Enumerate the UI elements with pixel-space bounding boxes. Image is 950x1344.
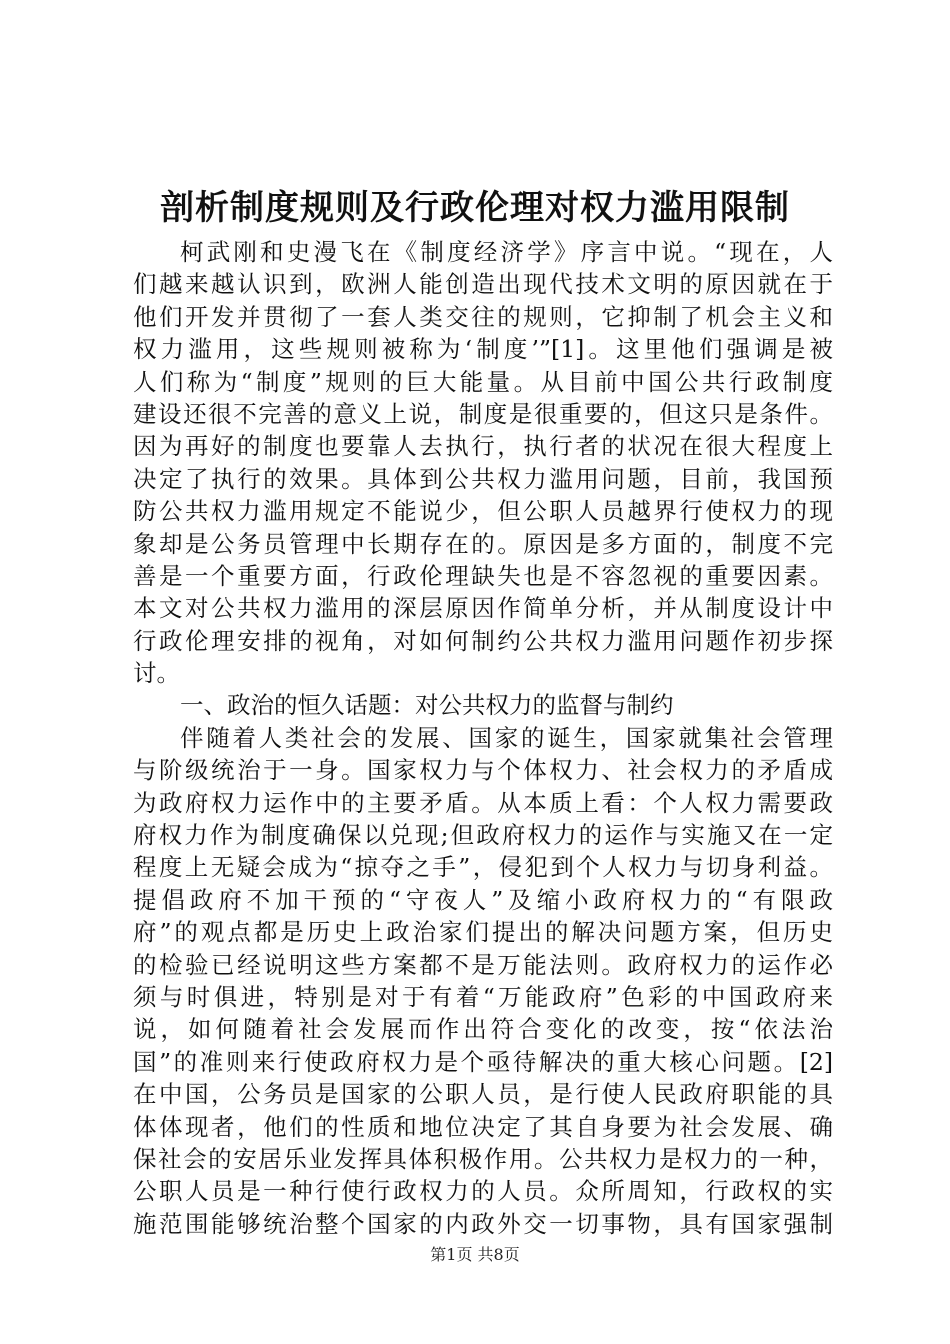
text-line: 行政伦理安排的视角，对如何制约公共权力滥用问题作初步探 <box>133 626 833 655</box>
text-line: 体体现者，他们的性质和地位决定了其自身要为社会发展、确 <box>133 1112 833 1141</box>
text-line: 象却是公务员管理中长期存在的。原因是多方面的，制度不完 <box>133 529 833 558</box>
text-line: 施范围能够统治整个国家的内政外交一切事物，具有国家强制 <box>133 1209 833 1238</box>
text-line: 防公共权力滥用规定不能说少，但公职人员越界行使权力的现 <box>133 497 833 526</box>
document-body <box>133 236 833 1240</box>
text-line: 权力滥用，这些规则被称为‘制度’”[1]。这里他们强调是被 <box>133 335 833 364</box>
text-line: 程度上无疑会成为“掠夺之手”，侵犯到个人权力与切身利益。 <box>133 853 833 882</box>
text-line: 与阶级统治于一身。国家权力与个体权力、社会权力的矛盾成 <box>133 756 833 785</box>
section-heading: 一、政治的恒久话题：对公共权力的监督与制约 <box>180 691 674 720</box>
text-line: 府权力作为制度确保以兑现;但政府权力的运作与实施又在一定 <box>133 821 833 850</box>
text-line: 善是一个重要方面，行政伦理缺失也是不容忽视的重要因素。 <box>133 561 833 590</box>
text-line: 提倡政府不加干预的“守夜人”及缩小政府权力的“有限政 <box>133 885 833 914</box>
text-line: 伴随着人类社会的发展、国家的诞生，国家就集社会管理 <box>180 723 833 752</box>
text-line: 须与时俱进，特别是对于有着“万能政府”色彩的中国政府来 <box>133 982 833 1011</box>
text-line: 府”的观点都是历史上政治家们提出的解决问题方案，但历史 <box>133 918 833 947</box>
text-line: 本文对公共权力滥用的深层原因作简单分析，并从制度设计中 <box>133 594 833 623</box>
text-line: 讨。 <box>133 659 180 688</box>
text-line: 人们称为“制度”规则的巨大能量。从目前中国公共行政制度 <box>133 367 833 396</box>
text-line: 公职人员是一种行使行政权力的人员。众所周知，行政权的实 <box>133 1177 833 1206</box>
text-line: 决定了执行的效果。具体到公共权力滥用问题，目前，我国预 <box>133 464 833 493</box>
text-line: 的检验已经说明这些方案都不是万能法则。政府权力的运作必 <box>133 950 833 979</box>
text-line: 保社会的安居乐业发挥具体积极作用。公共权力是权力的一种， <box>133 1144 833 1173</box>
text-line: 建设还很不完善的意义上说，制度是很重要的，但这只是条件。 <box>133 399 833 428</box>
text-line: 为政府权力运作中的主要矛盾。从本质上看：个人权力需要政 <box>133 788 833 817</box>
text-line: 柯武刚和史漫飞在《制度经济学》序言中说。“现在，人 <box>180 238 833 266</box>
text-line: 在中国，公务员是国家的公职人员，是行使人民政府职能的具 <box>133 1080 833 1109</box>
text-line: 他们开发并贯彻了一套人类交往的规则，它抑制了机会主义和 <box>133 302 833 331</box>
text-line: 们越来越认识到，欧洲人能创造出现代技术文明的原因就在于 <box>133 270 833 299</box>
document-title: 剖析制度规则及行政伦理对权力滥用限制 <box>160 188 790 228</box>
text-line: 国”的准则来行使政府权力是个亟待解决的重大核心问题。[2] <box>133 1047 833 1076</box>
page-footer: 第1页 共8页 <box>430 1245 520 1264</box>
text-line: 说，如何随着社会发展而作出符合变化的改变，按“依法治 <box>133 1015 833 1044</box>
text-line: 因为再好的制度也要靠人去执行，执行者的状况在很大程度上 <box>133 432 833 461</box>
